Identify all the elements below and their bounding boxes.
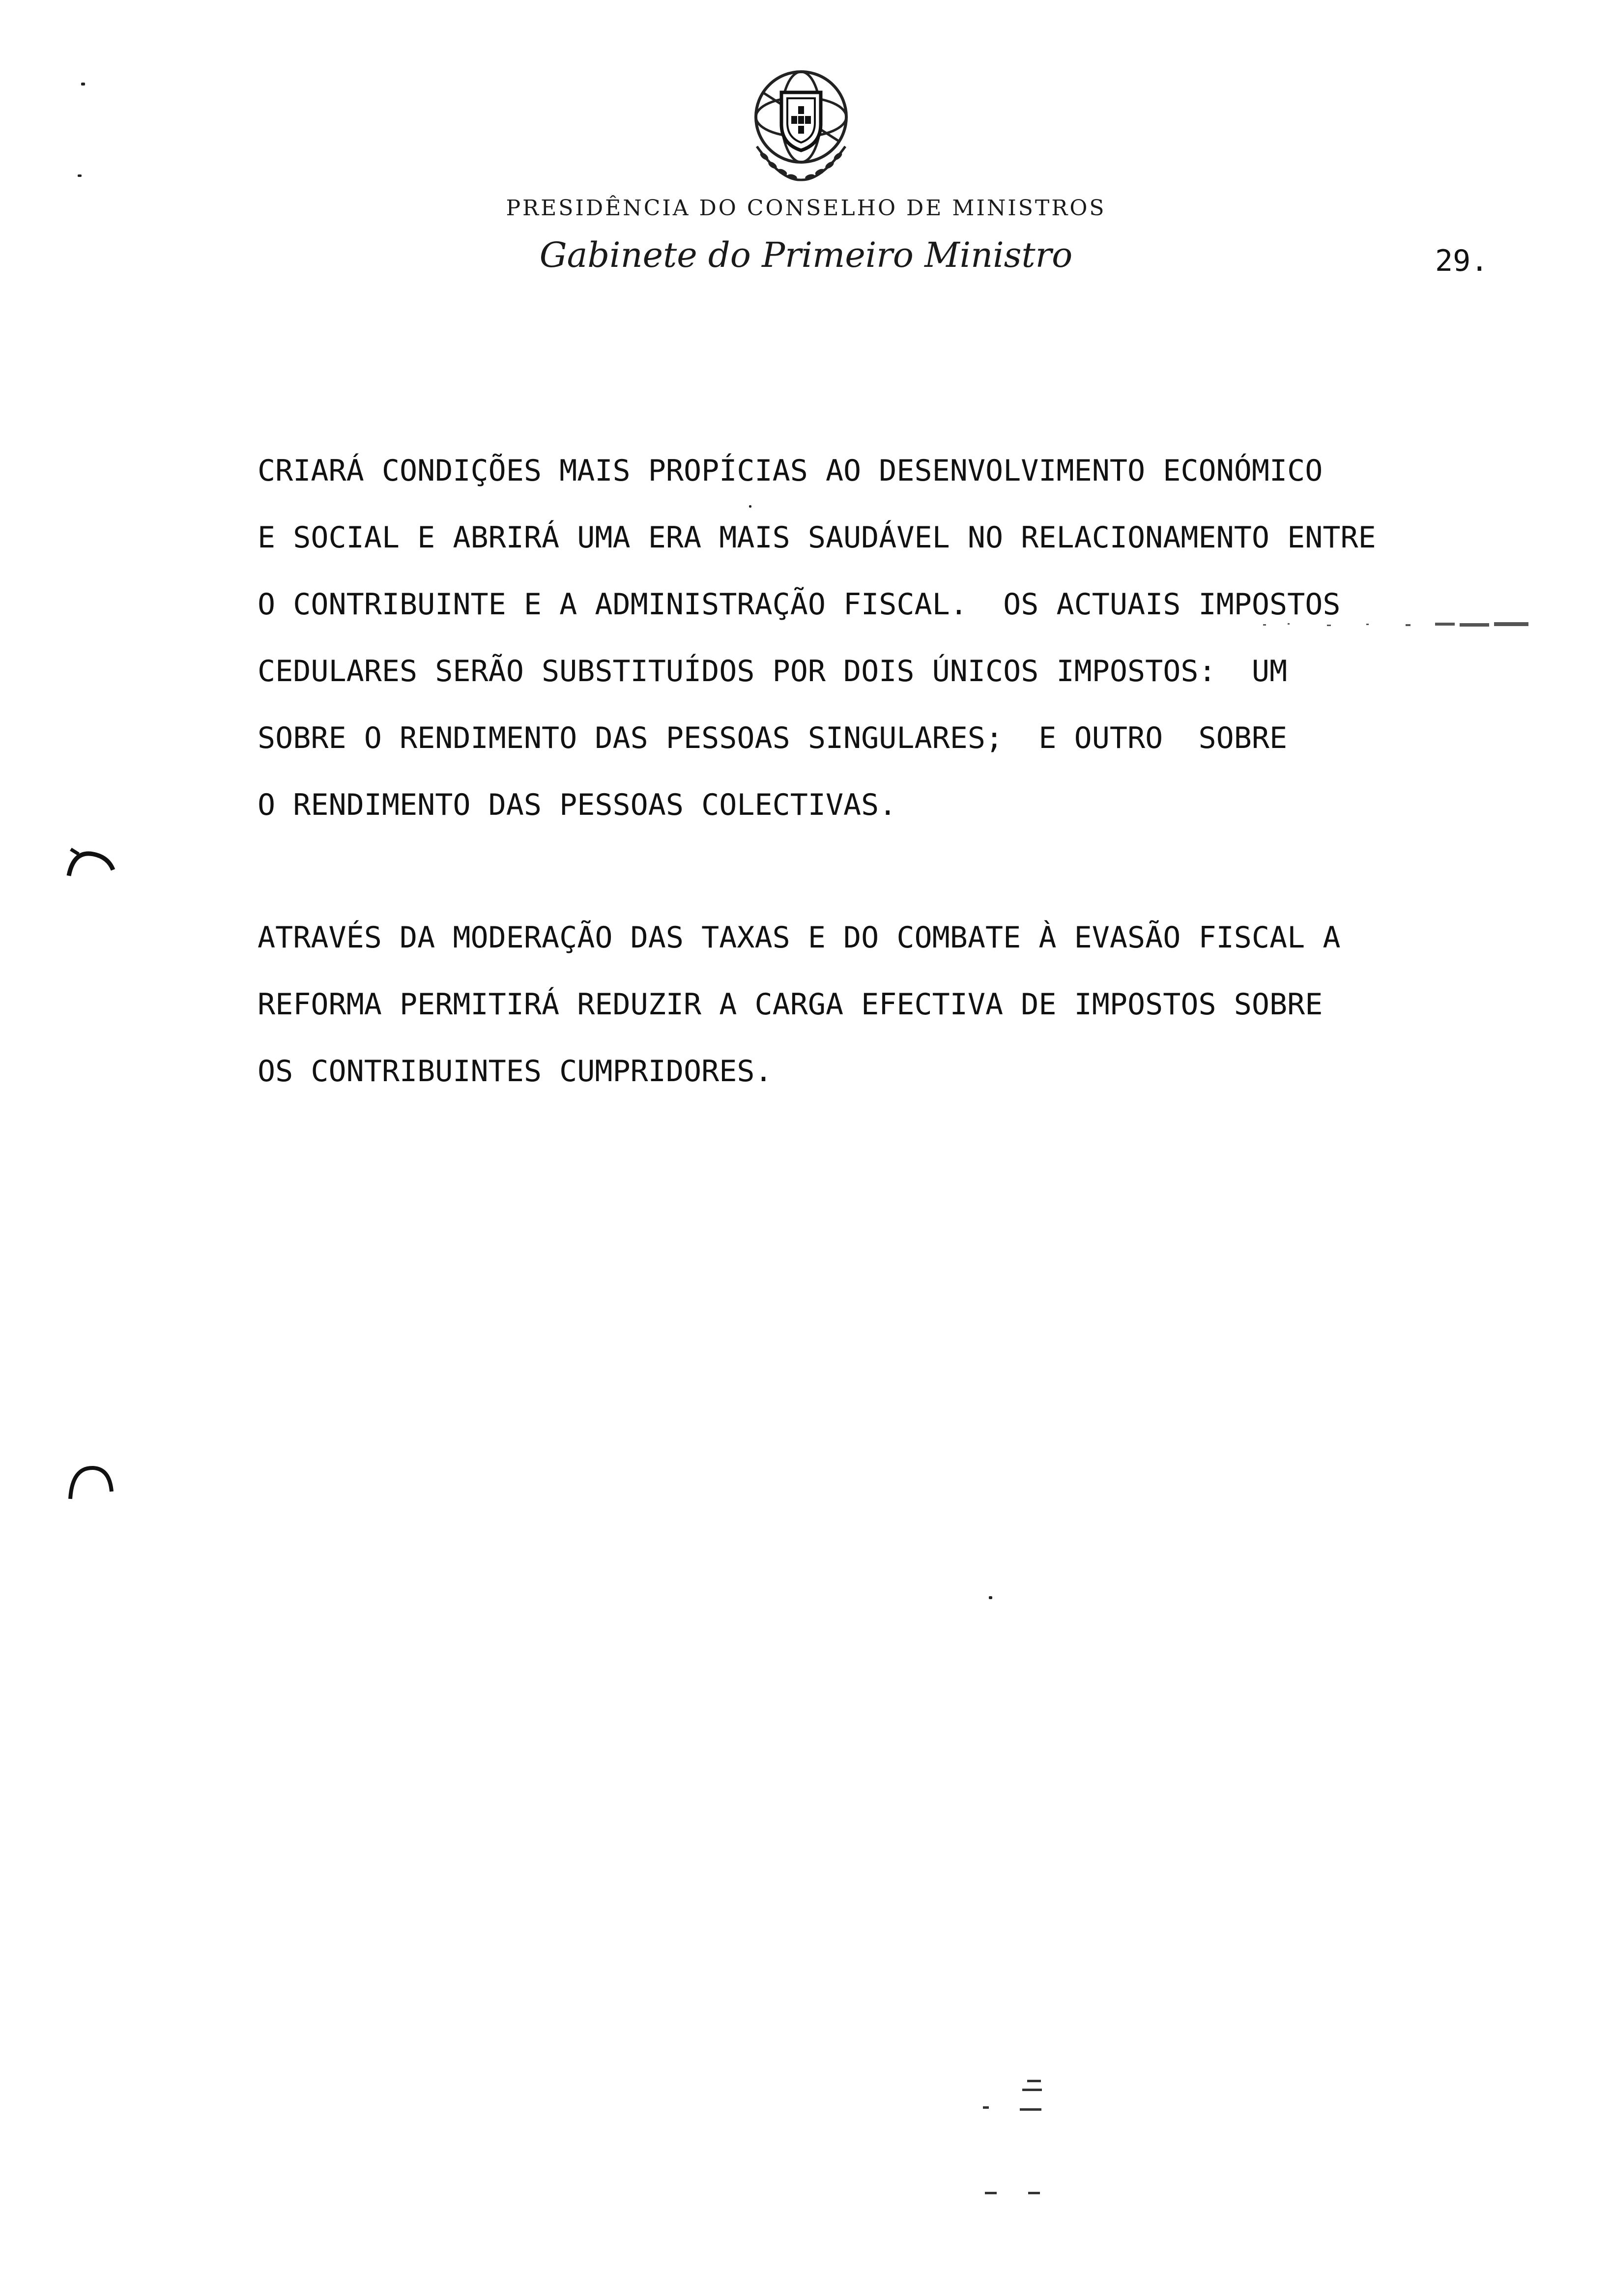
scan-dash [985,2192,997,2194]
scan-dot [78,174,82,177]
text-line: CRIARÁ CONDIÇÕES MAIS PROPÍCIAS AO DESENVOLVIMENTO ECONÓMICO [258,454,1323,488]
text-line: E SOCIAL E ABRIRÁ UMA ERA MAIS SAUDÁVEL NO RELACIONAMENTO ENTRE [258,520,1376,555]
text-line: ATRAVÉS DA MODERAÇÃO DAS TAXAS E DO COMBATE À EVASÃO FISCAL A [258,920,1341,955]
scan-speckle [1258,620,1533,630]
page-number: 29. [1435,244,1489,278]
text-line: O RENDIMENTO DAS PESSOAS COLECTIVAS. [258,788,897,822]
text-line: OS CONTRIBUINTES CUMPRIDORES. [258,1054,773,1089]
punch-hole-mark-icon [66,1462,115,1501]
scan-dash [1020,2108,1041,2111]
text-line: CEDULARES SERÃO SUBSTITUÍDOS POR DOIS ÚNICOS IMPOSTOS: UM [258,654,1288,689]
scan-dash [1028,2192,1040,2194]
scan-dot [749,505,751,508]
punch-hole-mark-icon [64,845,118,880]
paragraph-2 [258,904,1555,1105]
paragraph-1 [258,437,1555,838]
text-line: O CONTRIBUINTE E A ADMINISTRAÇÃO FISCAL. OS ACTUAIS IMPOSTOS [258,587,1341,622]
institution-name: PRESIDÊNCIA DO CONSELHO DE MINISTROS [506,196,1106,221]
scan-dash [1022,2089,1042,2091]
scan-dash [983,2106,989,2109]
cabinet-name: Gabinete do Primeiro Ministro [539,235,1073,275]
coat-of-arms-icon [737,63,865,191]
scan-dot [989,1596,992,1599]
scan-dot [81,83,85,86]
text-line: SOBRE O RENDIMENTO DAS PESSOAS SINGULARES; E OUTRO SOBRE [258,721,1288,755]
scan-dash [1027,2080,1041,2082]
text-line: REFORMA PERMITIRÁ REDUZIR A CARGA EFECTIVA DE IMPOSTOS SOBRE [258,987,1323,1022]
